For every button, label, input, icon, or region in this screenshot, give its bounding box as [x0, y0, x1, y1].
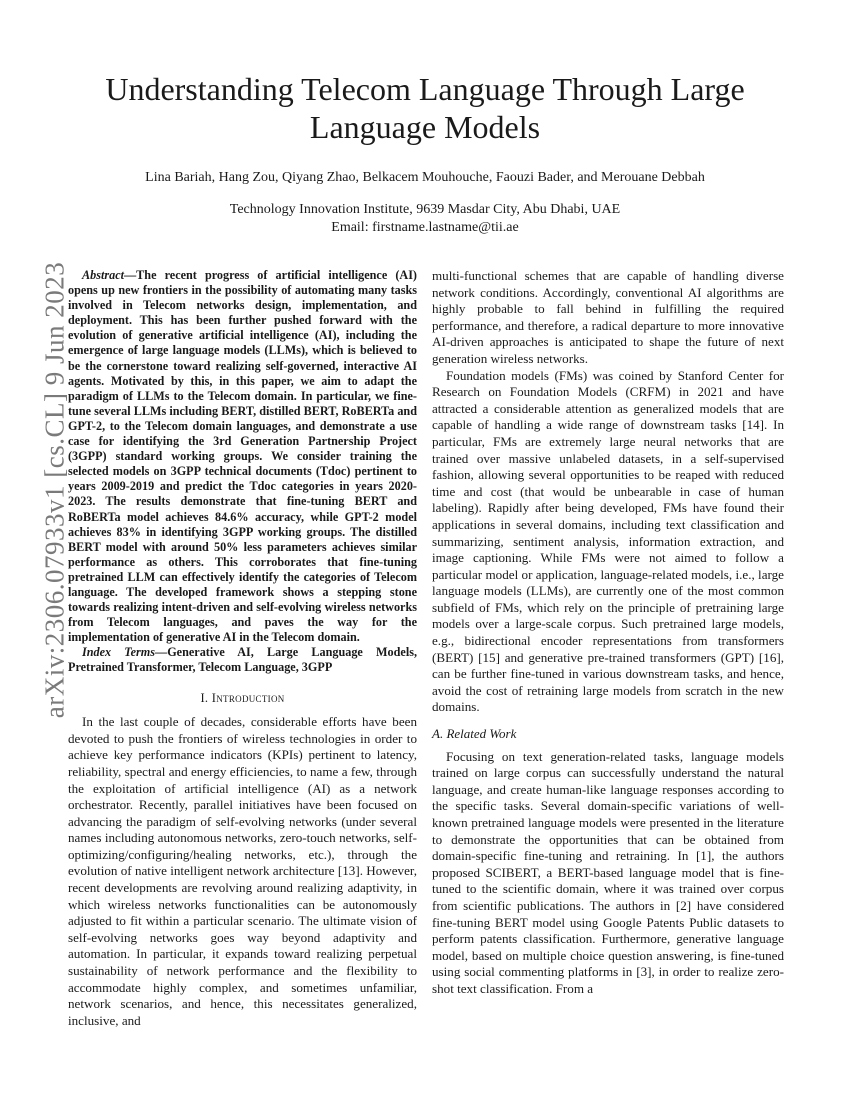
intro-paragraph-1: In the last couple of decades, considerable efforts have been devoted to push the frontiers of wireless technologies in order to achieve key performance indicators (KPIs) pertinent to latency, reliability, spectral and energy efficiencies, to name a few, through the exploitation of artificial intelligence (AI) as a network orchestrator. Recently, parallel initiatives have been focused on advancing the paradigm of self-evolving networks (under several names including autonomous networks, zero-touch networks, self-optimizing/configuring/healing networks, etc.), through the evolution of native intelligent network architecture [13]. However, recent developments are revolving around realizing adaptivity, in which wireless networks functionalities can be autonomously adjusted to fit within a particular scenario. The ultimate vision of self-evolving networks goes way beyond adaptivity and automation. In particular, it expands toward realizing perpetual sustainability of network performance and the flexibility to accommodate highly complex, and sometimes unfamiliar, network scenarios, and hence, this necessitates generalized, inclusive, and	[68, 714, 417, 1028]
abstract	[68, 268, 417, 645]
index-terms-lead: Index Terms	[82, 645, 156, 660]
section-numeral: I.	[200, 690, 212, 705]
email: Email: firstname.lastname@tii.ae	[331, 220, 519, 235]
index-terms	[68, 645, 417, 675]
subsection-heading-related-work: A. Related Work	[432, 726, 517, 742]
related-work-paragraph-1: Focusing on text generation-related tasks, language models trained on large corpus can successfully understand the natural language, and create human-like language responses according to the specific tasks. Several domain-specific variations of well-known pretrained language models were presented in the literature to demonstrate the opportunities that can be obtained from domain-specific fine-tuning and retraining. In [1], the authors proposed SCIBERT, a BERT-based language model that is fine-tuned to the scientific domain, where it was trained over corpus from scientific publications. The authors in [2] have considered fine-tuning BERT model using Google Patents Public datasets to perform patents classification. Furthermore, generative language model, based on multiple choice question answering, is fine-tuned using social commenting platforms in [3], in order to realize zero-shot text classification. From a	[432, 748, 784, 996]
abstract-lead: Abstract	[82, 268, 124, 282]
intro-paragraph-1-continued: multi-functional schemes that are capable of handling diverse network conditions. Accordingly, conventional AI algorithms are highly probable to fall behind in fulfilling the required performance, and therefore, a radical departure to more innovative AI-driven approaches is anticipated to shape the future of next generation wireless networks.	[432, 268, 784, 366]
affiliation: Technology Innovation Institute, 9639 Masdar City, Abu Dhabi, UAE	[229, 202, 621, 217]
paper-title: Understanding Telecom Language Through Large Language Models	[105, 71, 745, 145]
arxiv-identifier: arXiv:2306.07933v1 [cs.CL] 9 Jun 2023	[39, 261, 70, 719]
right-column	[432, 268, 784, 998]
affiliation-block	[70, 201, 780, 237]
index-terms-text: —Generative AI, Large Language Models, Pretrained Transformer, Telecom Language, 3GPP	[68, 645, 417, 675]
intro-paragraph-2: Foundation models (FMs) was coined by Stanford Center for Research on Foundation Models (CRFM) in 2021 and have attracted a considerable attention as generalized models that are capable of handling a wide range of downstream tasks [14]. In particular, FMs are extremely large neural networks that are trained over massive unlabeled datasets, in a self-supervised fashion, allowing several opportunities to be reaped with reduced time and cost (that would be unbearable in case of human labeling). Rapidly after being developed, FMs have found their applications in several domains, including text classification and summarizing, sentiment analysis, information extraction, and image captioning. While FMs were not aimed to follow a particular model or application, language-related models, i.e., large language models (LLMs), are currently one of the most common subfield of FMs, which rely on the principle of pretraining large models over a large-scale corpus. Such pretrained large models, e.g., bidirectional encoder representations from transformers (BERT) [15] and generative pre-trained transformers (GPT) [16], can be further fine-tuned in various downstream tasks, and hence, avoid the cost of retraining large models from scratch in the new domains.	[432, 367, 784, 715]
left-column	[68, 268, 417, 1029]
section-heading-introduction	[68, 690, 417, 707]
section-title: Introduction	[211, 690, 285, 705]
author-list: Lina Bariah, Hang Zou, Qiyang Zhao, Belkacem Mouhouche, Faouzi Bader, and Merouane Debbah	[145, 170, 705, 185]
abstract-text: —The recent progress of artificial intelligence (AI) opens up new frontiers in the possibility of automating many tasks involved in Telecom networks design, implementation, and deployment. This has been further pushed forward with the evolution of generative artificial intelligence (AI), including the emergence of large language models (LLMs), which is believed to be the cornerstone toward realizing self-governed, interactive AI agents. Motivated by this, in this paper, we aim to adapt the paradigm of LLMs to the Telecom domain. In particular, we fine-tune several LLMs including BERT, distilled BERT, RoBERTa and GPT-2, to the Telecom domain languages, and demonstrate a use case for identifying the 3rd Generation Partnership Project (3GPP) standard working groups. We consider training the selected models on 3GPP technical documents (Tdoc) pertinent to years 2009-2019 and predict the Tdoc categories in years 2020-2023. The results demonstrate that fine-tuning BERT and RoBERTa model achieves 84.6% accuracy, while GPT-2 model achieves 83% in identifying 3GPP working groups. The distilled BERT model with around 50% less parameters achieves similar performance as others. This corroborates that fine-tuning pretrained LLM can effectively identify the categories of Telecom language. The developed framework shows a stepping stone towards realizing intent-driven and self-evolving wireless networks from Telecom languages, and paves the way for the implementation of generative AI in the Telecom domain.	[68, 268, 417, 645]
